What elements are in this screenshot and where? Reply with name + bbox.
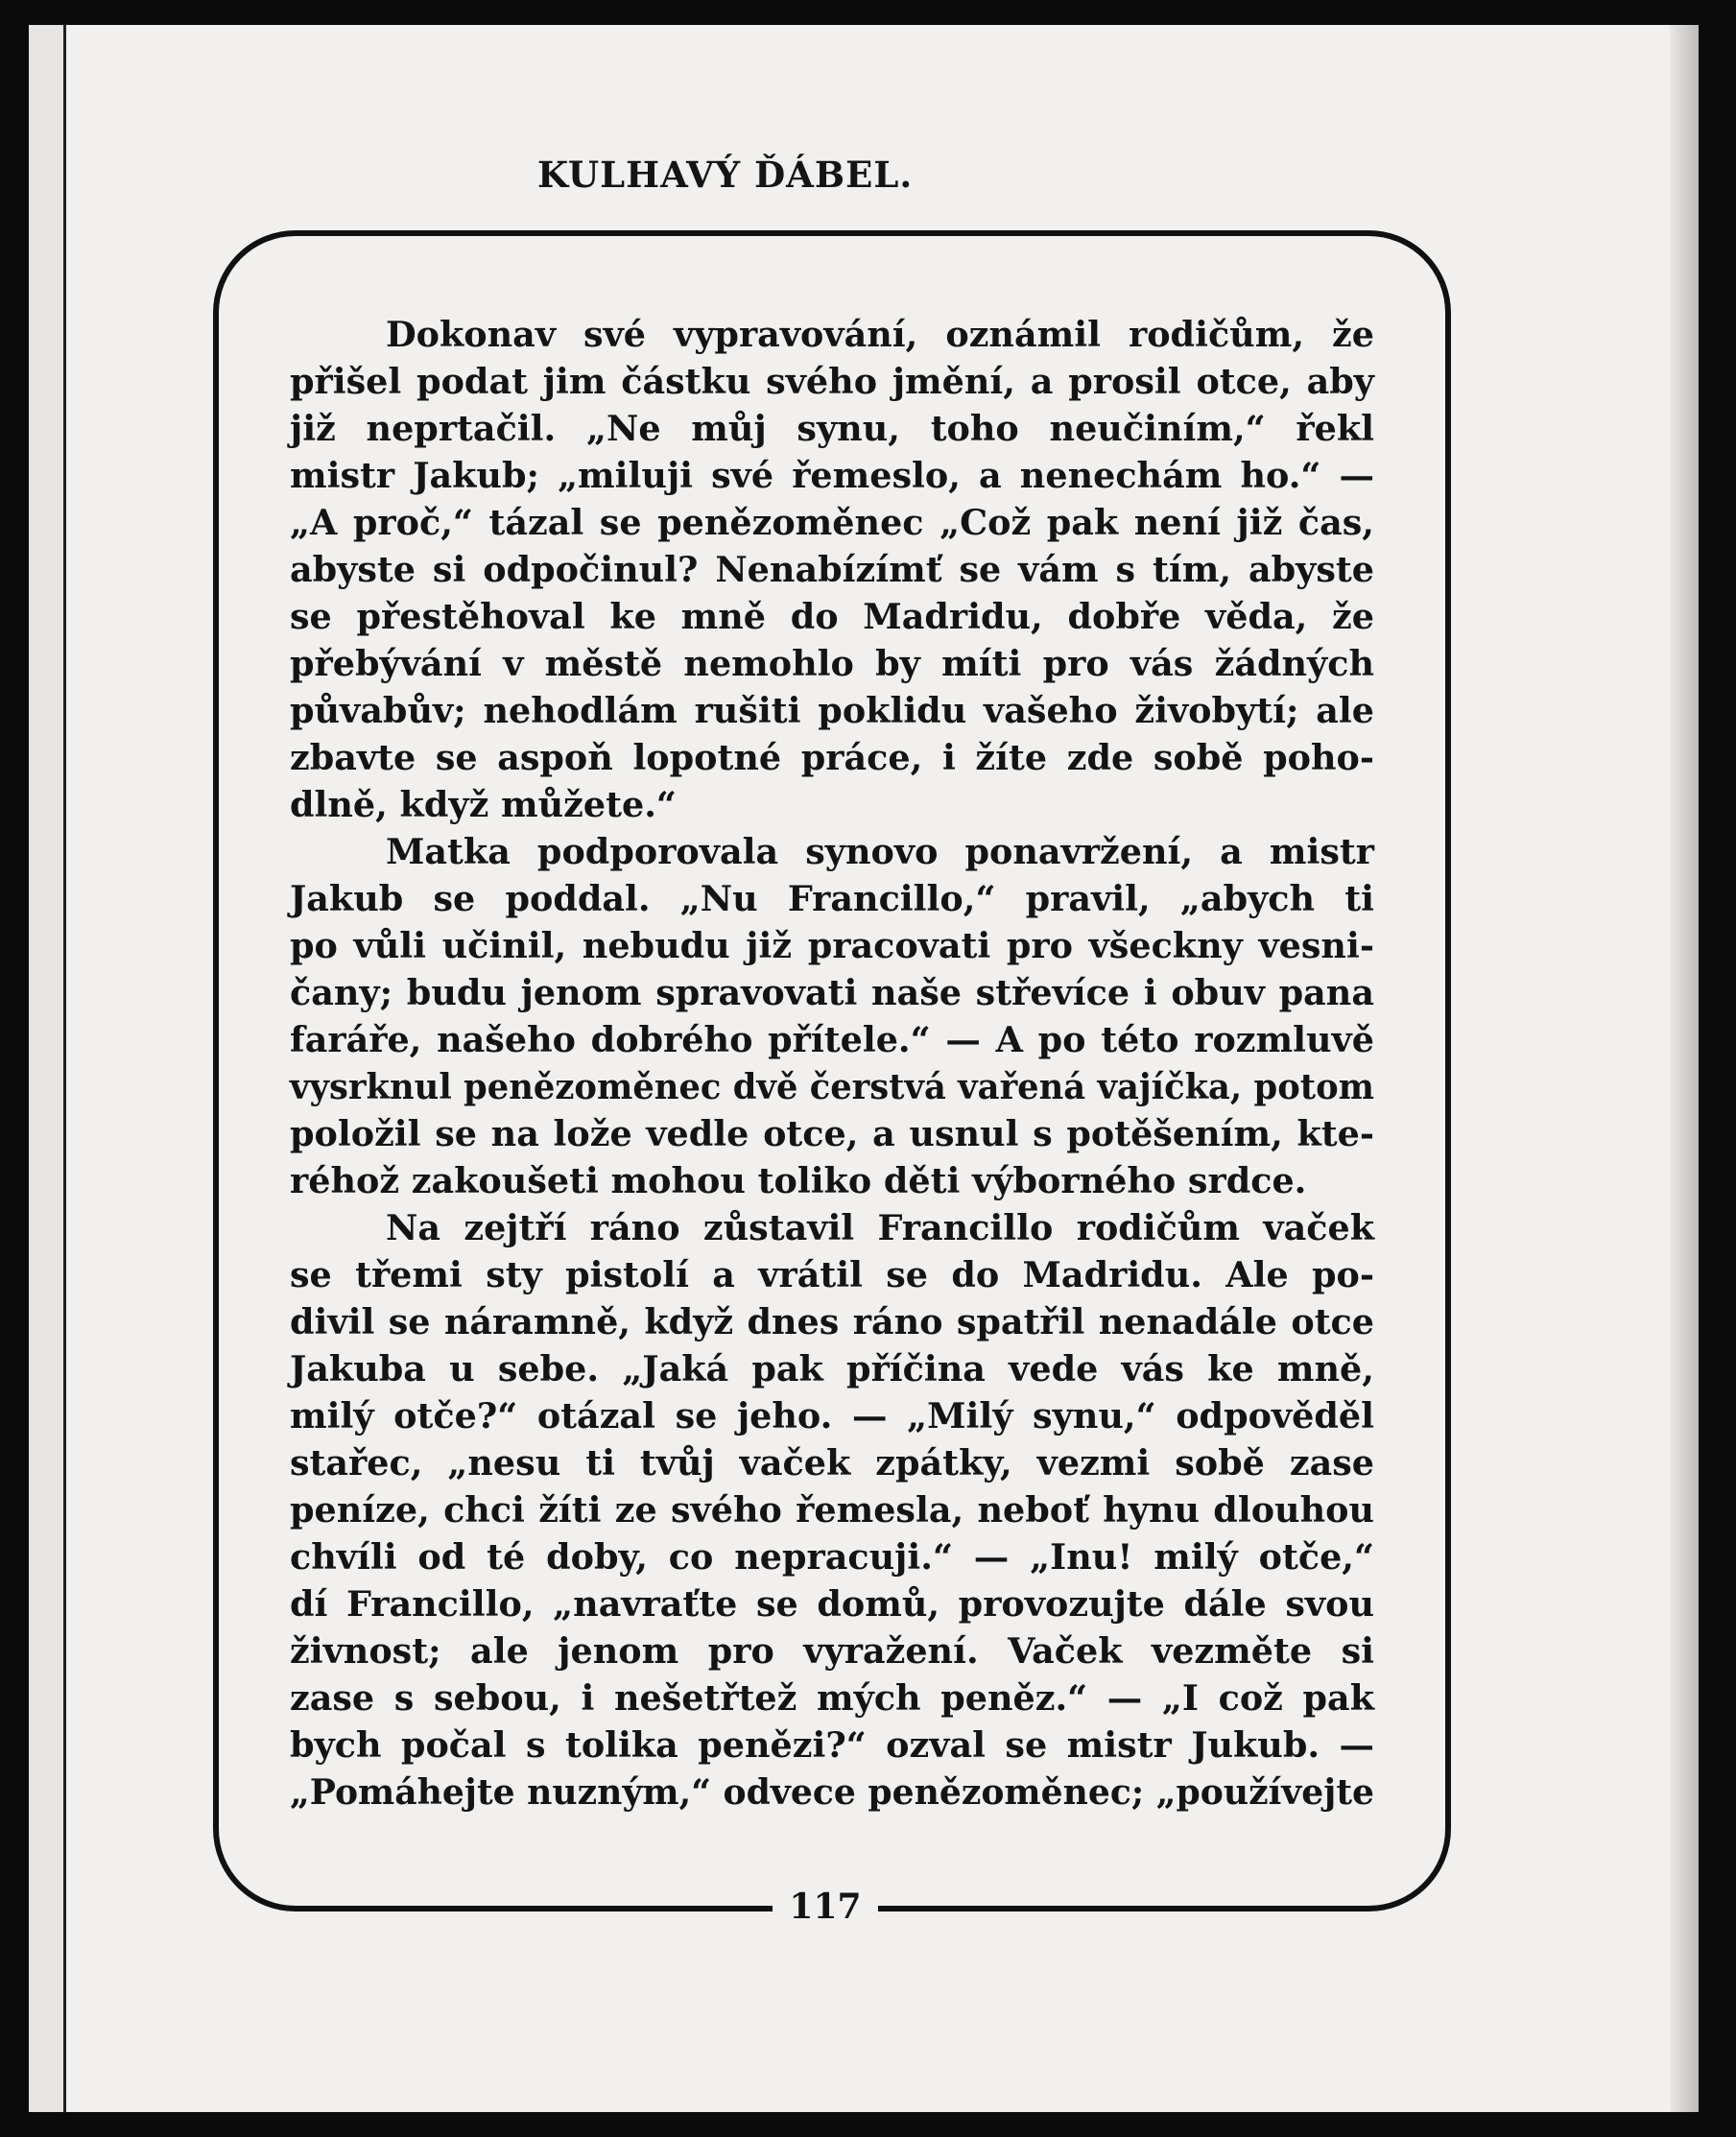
text-line: vysrknul penězoměnec dvě čerstvá vařená vajíčka, potom xyxy=(290,1066,1374,1107)
text-line: divil se náramně, když dnes ráno spatřil nenadále otce xyxy=(290,1301,1374,1342)
text-line: „Pomáhejte nuzným,“ odvece penězoměnec; „používejte xyxy=(290,1771,1374,1813)
running-head: KULHAVÝ ĎÁBEL. xyxy=(537,154,914,196)
text-line: stařec, „nesu ti tvůj vaček zpátky, vezmi sobě zase xyxy=(290,1442,1374,1484)
text-line: zbavte se aspoň lopotné práce, i žíte zde sobě poho- xyxy=(290,737,1374,778)
text-line: přebývání v městě nemohlo by míti pro vás žádných xyxy=(290,643,1374,684)
text-line: Jakuba u sebe. „Jaká pak příčina vede vás ke mně, xyxy=(290,1348,1374,1389)
text-line: půvabův; nehodlám rušiti poklidu vašeho živobytí; ale xyxy=(290,690,1374,731)
text-line: faráře, našeho dobrého přítele.“ — A po této rozmluvě xyxy=(290,1019,1374,1060)
text-line: zase s sebou, i nešetřtež mých peněz.“ — „I což pak xyxy=(290,1677,1374,1719)
text-line: již neprtačil. „Ne můj synu, toho neučiním,“ řekl xyxy=(290,408,1374,449)
text-line: Dokonav své vypravování, oznámil rodičům, že xyxy=(386,314,1374,355)
text-line: milý otče?“ otázal se jeho. — „Milý synu,“ odpověděl xyxy=(290,1395,1374,1437)
text-line: peníze, chci žíti ze svého řemesla, neboť hynu dlouhou xyxy=(290,1489,1374,1531)
page-edge-shadow xyxy=(1670,25,1699,2112)
text-line: dlně, když můžete.“ xyxy=(290,784,677,825)
page-binding-edge xyxy=(29,25,66,2112)
text-line: po vůli učinil, nebudu již pracovati pro všeckny vesni- xyxy=(290,925,1374,966)
text-line: přišel podat jim částku svého jmění, a prosil otce, aby xyxy=(290,361,1374,402)
text-line: se třemi sty pistolí a vrátil se do Madridu. Ale po- xyxy=(290,1254,1374,1295)
text-line: se přestěhoval ke mně do Madridu, dobře věda, že xyxy=(290,596,1374,637)
text-line: réhož zakoušeti mohou toliko děti výborného srdce. xyxy=(290,1160,1307,1201)
text-line: abyste si odpočinul? Nenabízímť se vám s tím, abyste xyxy=(290,549,1374,590)
text-line: Jakub se poddal. „Nu Francillo,“ pravil, „abych ti xyxy=(290,878,1374,919)
text-line: mistr Jakub; „miluji své řemeslo, a nenechám ho.“ — xyxy=(290,455,1374,496)
text-line: položil se na lože vedle otce, a usnul s potěšením, kte- xyxy=(290,1113,1374,1154)
text-line: dí Francillo, „navraťte se domů, provozujte dále svou xyxy=(290,1583,1374,1625)
text-line: čany; budu jenom spravovati naše střevíce i obuv pana xyxy=(290,972,1374,1013)
text-line: bych počal s tolika penězi?“ ozval se mistr Jukub. — xyxy=(290,1724,1374,1766)
text-line: chvíli od té doby, co nepracuji.“ — „Inu! milý otče,“ xyxy=(290,1536,1374,1578)
page-number: 117 xyxy=(789,1887,862,1927)
text-line: Na zejtří ráno zůstavil Francillo rodičům vaček xyxy=(386,1207,1374,1248)
body-text xyxy=(290,311,1374,1816)
text-line: „A proč,“ tázal se penězoměnec „Což pak není již čas, xyxy=(290,502,1374,543)
text-line: Matka podporovala synovo ponavržení, a mistr xyxy=(386,831,1374,872)
text-line: živnost; ale jenom pro vyražení. Vaček vezměte si xyxy=(290,1630,1374,1672)
